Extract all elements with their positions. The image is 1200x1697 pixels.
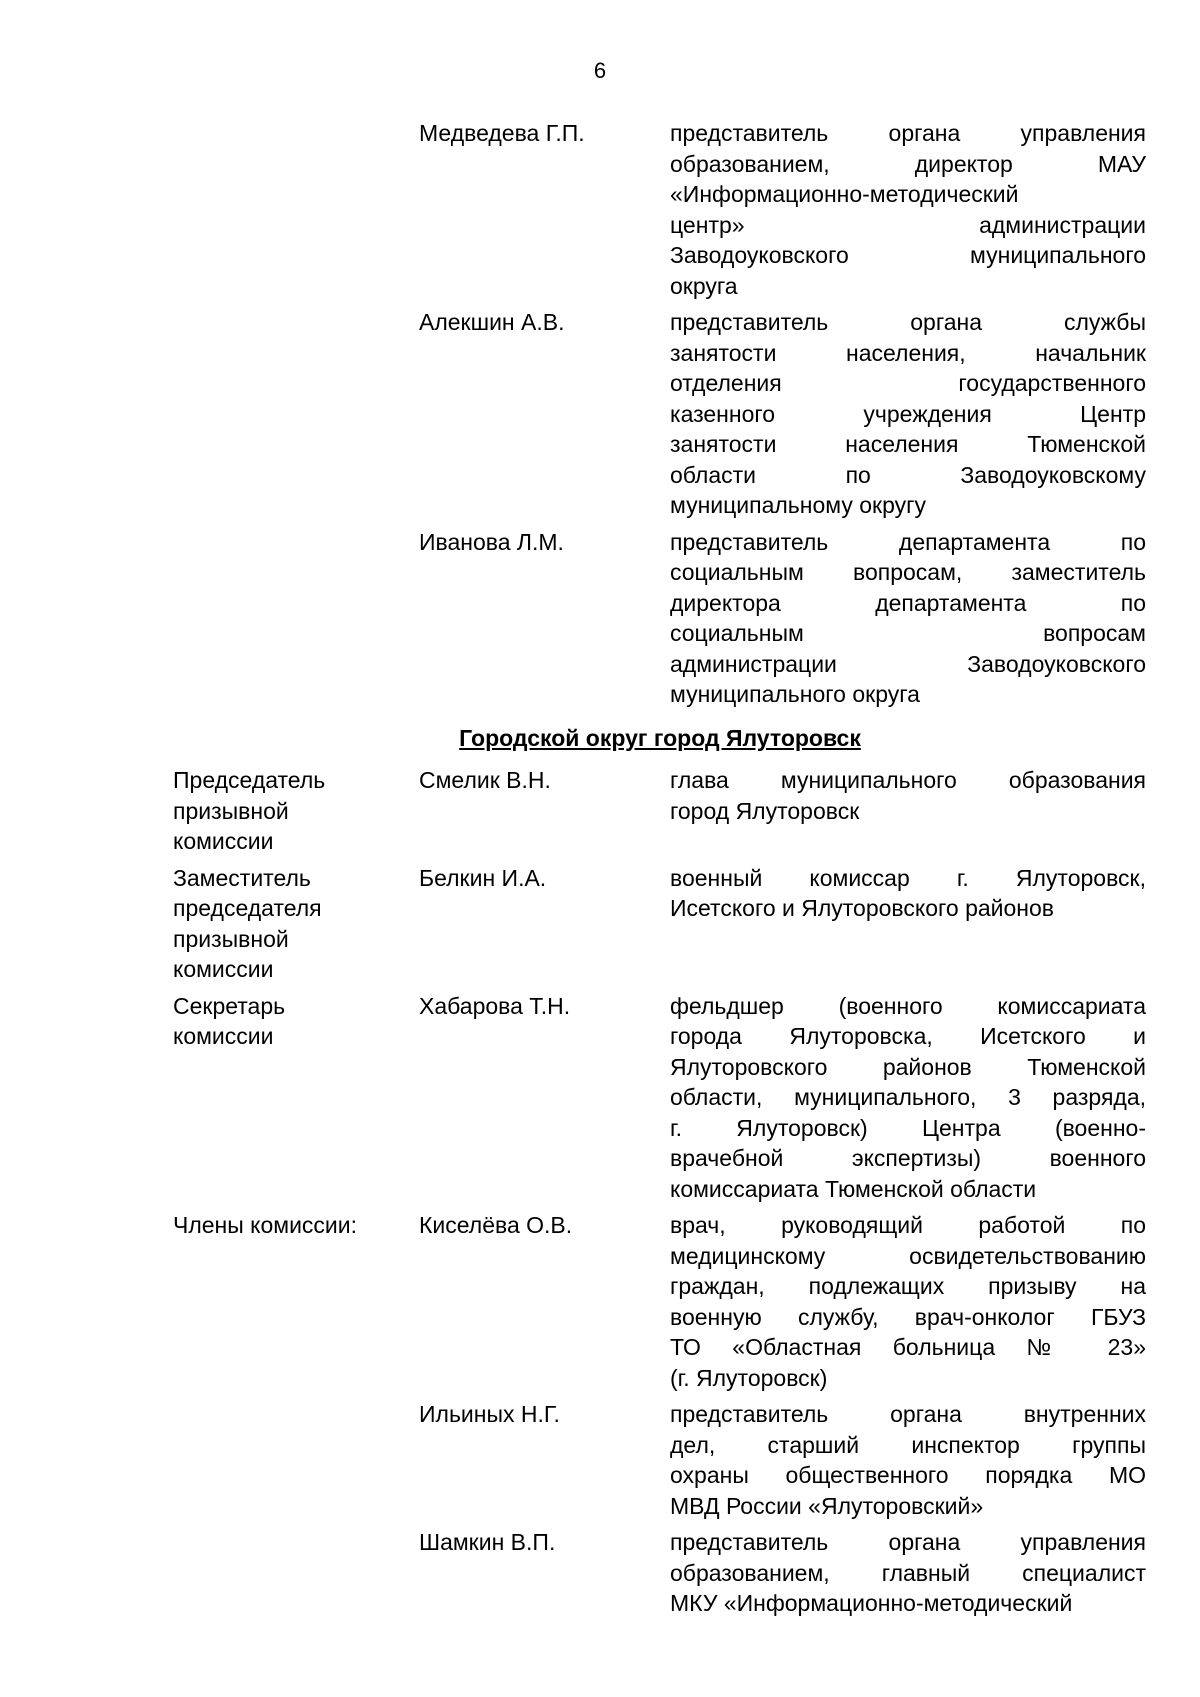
member-description — [670, 1210, 1146, 1393]
description-line: социальным вопросам, заместитель — [670, 559, 1146, 585]
description-line: Исетского и Ялуторовского районов — [670, 895, 1055, 921]
description-line: город Ялуторовск — [670, 797, 860, 824]
member-description — [670, 307, 1146, 521]
description-line: отделения государственного — [670, 370, 1146, 396]
member-name: Киселёва О.В. — [419, 1212, 573, 1238]
description-line: дел, старший инспектор группы — [670, 1431, 1146, 1458]
description-line: Ялуторовского районов Тюменской — [670, 1053, 1146, 1080]
description-line: охраны общественного порядка МО — [670, 1462, 1146, 1488]
member-name: Смелик В.Н. — [419, 767, 551, 793]
member-name: Ильиных Н.Г. — [419, 1401, 560, 1427]
description-line: представитель органа внутренних — [670, 1401, 1146, 1427]
member-description — [670, 1399, 1146, 1521]
member-description — [670, 1527, 1146, 1619]
description-line: глава муниципального образования — [670, 767, 1146, 793]
description-line: округа — [670, 272, 738, 299]
commission-members-top — [0, 118, 1200, 710]
description-line: представитель органа управления — [670, 1529, 1146, 1555]
description-line: образованием, главный специалист — [670, 1559, 1146, 1586]
member-row — [0, 307, 1200, 521]
description-line: фельдшер (военного комиссариата — [670, 992, 1146, 1019]
description-line: г. Ялуторовск) Центра (военно- — [670, 1114, 1146, 1141]
member-row — [0, 991, 1200, 1205]
description-line: медицинскому освидетельствованию — [670, 1242, 1146, 1269]
description-line: граждан, подлежащих призыву на — [670, 1273, 1146, 1299]
section-heading: Городской округ город Ялуторовск — [459, 725, 861, 751]
page-number: 6 — [593, 58, 607, 83]
description-line: военный комиссар г. Ялуторовск, — [670, 864, 1146, 891]
member-role: Секретарь комиссии — [173, 992, 286, 1049]
description-line: врачебной экспертизы) военного — [670, 1145, 1146, 1171]
member-row — [0, 1210, 1200, 1393]
member-row — [0, 765, 1200, 857]
member-description — [670, 118, 1146, 301]
description-line: администрации Заводоуковского — [670, 650, 1146, 677]
description-line: представитель департамента по — [670, 528, 1146, 555]
member-role: Председатель призывной комиссии — [173, 767, 326, 854]
description-line: военную службу, врач-онколог ГБУЗ — [670, 1303, 1146, 1330]
description-line: социальным вопросам — [670, 620, 1146, 646]
member-row — [0, 1399, 1200, 1521]
member-description — [670, 991, 1146, 1205]
member-description — [670, 765, 1146, 826]
member-name: Белкин И.А. — [419, 864, 547, 891]
member-role: Заместитель председателя призывной комиссии — [173, 864, 322, 982]
description-line: занятости населения Тюменской — [670, 431, 1146, 457]
description-line: занятости населения, начальник — [670, 339, 1146, 366]
description-line: комиссариата Тюменской области — [670, 1175, 1037, 1202]
member-row — [0, 118, 1200, 301]
member-role: Члены комиссии: — [173, 1212, 358, 1238]
member-name: Алекшин А.В. — [419, 309, 565, 335]
member-name: Шамкин В.П. — [419, 1529, 556, 1555]
description-line: представитель органа управления — [670, 120, 1146, 146]
description-line: «Информационно-методический — [670, 181, 1019, 207]
description-line: образованием, директор МАУ — [670, 150, 1146, 177]
description-line: МКУ «Информационно-методический — [670, 1590, 1073, 1616]
description-line: Заводоуковского муниципального — [670, 242, 1146, 268]
description-line: врач, руководящий работой по — [670, 1212, 1146, 1238]
member-description — [670, 863, 1146, 924]
member-row — [0, 863, 1200, 985]
commission-members-yalutorovsk — [0, 765, 1200, 1619]
description-line: центр» администрации — [670, 211, 1146, 238]
description-line: МВД России «Ялуторовский» — [670, 1492, 984, 1519]
description-line: ТО «Областная больница № 23» — [670, 1334, 1146, 1360]
description-line: (г. Ялуторовск) — [670, 1364, 828, 1391]
description-line: города Ялуторовска, Исетского и — [670, 1023, 1146, 1049]
description-line: муниципальному округу — [670, 492, 927, 518]
member-description — [670, 527, 1146, 710]
member-row — [0, 1527, 1200, 1619]
description-line: директора департамента по — [670, 589, 1146, 616]
description-line: казенного учреждения Центр — [670, 400, 1146, 427]
description-line: представитель органа службы — [670, 309, 1146, 335]
member-name: Иванова Л.М. — [419, 528, 564, 555]
member-name: Медведева Г.П. — [419, 120, 585, 146]
description-line: муниципального округа — [670, 681, 920, 707]
description-line: области по Заводоуковскому — [670, 461, 1146, 488]
member-row — [0, 527, 1200, 710]
description-line: области, муниципального, 3 разряда, — [670, 1084, 1146, 1110]
member-name: Хабарова Т.Н. — [419, 992, 571, 1019]
